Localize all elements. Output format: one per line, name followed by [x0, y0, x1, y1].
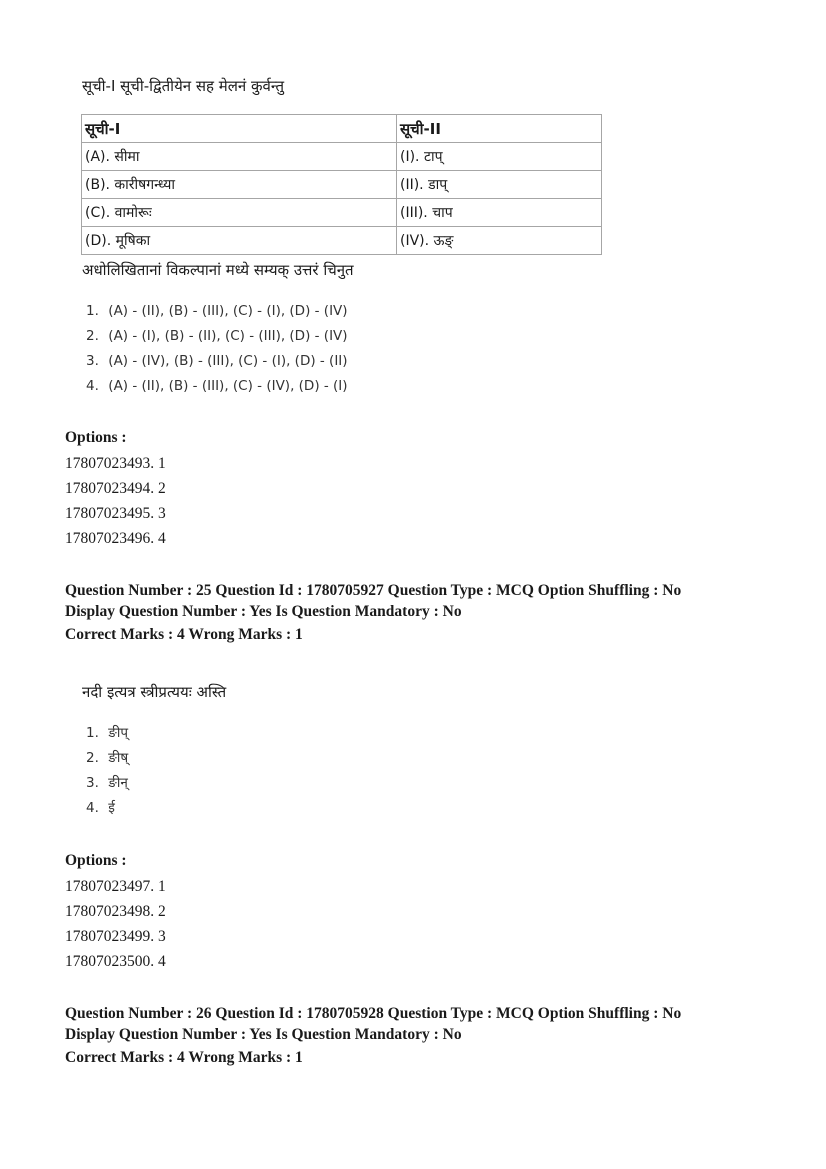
choice-number: 2.: [86, 750, 99, 766]
choice-text: (A) - (II), (B) - (III), (C) - (IV), (D) - (I): [108, 378, 348, 394]
q25-meta-line1: Question Number : 25 Question Id : 1780705927 Question Type : MCQ Option Shuffling : No: [65, 582, 682, 599]
table-row: [82, 227, 602, 255]
table-cell: (D). मूषिका: [82, 227, 397, 255]
table-cell: (B). कारीषगन्ध्या: [82, 171, 397, 199]
option-id: 17807023498. 2: [65, 903, 166, 920]
choice-number: 1.: [86, 303, 99, 319]
table-header-list1: सूची-I: [82, 115, 397, 143]
choice-item: [86, 299, 348, 324]
q25-meta-line2: Display Question Number : Yes Is Question Mandatory : No: [65, 603, 462, 620]
q25-meta-line3: Correct Marks : 4 Wrong Marks : 1: [65, 626, 303, 643]
option-id: 17807023500. 4: [65, 953, 166, 970]
choice-text: ङीप्: [108, 725, 129, 741]
option-id: 17807023495. 3: [65, 505, 166, 522]
choice-text: ङीन्: [108, 775, 128, 791]
choice-item: [86, 771, 128, 796]
choice-item: [86, 721, 128, 746]
q25-options-title: Options :: [65, 852, 127, 869]
q26-meta-line1: Question Number : 26 Question Id : 1780705928 Question Type : MCQ Option Shuffling : No: [65, 1005, 682, 1022]
table-cell: (A). सीमा: [82, 143, 397, 171]
choice-number: 1.: [86, 725, 99, 741]
table-cell: (IV). ऊङ्: [397, 227, 602, 255]
option-id: 17807023496. 4: [65, 530, 166, 547]
table-row: [82, 199, 602, 227]
table-cell: (II). डाप्: [397, 171, 602, 199]
table-header-list2: सूची-II: [397, 115, 602, 143]
option-id: 17807023497. 1: [65, 878, 166, 895]
q26-meta-line3: Correct Marks : 4 Wrong Marks : 1: [65, 1049, 303, 1066]
q25-prompt: नदी इत्यत्र स्त्रीप्रत्ययः अस्ति: [82, 683, 227, 701]
choice-text: ई: [108, 800, 115, 816]
q25-options-list: [65, 874, 166, 974]
option-id: 17807023499. 3: [65, 928, 166, 945]
choice-number: 3.: [86, 775, 99, 791]
choice-number: 2.: [86, 328, 99, 344]
matching-table: [81, 114, 602, 255]
choice-item: [86, 796, 128, 821]
q24-choice-list: [86, 299, 348, 399]
q24-options-title: Options :: [65, 429, 127, 446]
table-row: [82, 143, 602, 171]
choice-text: (A) - (I), (B) - (II), (C) - (III), (D) - (IV): [108, 328, 348, 344]
table-cell: (I). टाप्: [397, 143, 602, 171]
q26-meta-line2: Display Question Number : Yes Is Question Mandatory : No: [65, 1026, 462, 1043]
table-cell: (C). वामोरूः: [82, 199, 397, 227]
choice-number: 3.: [86, 353, 99, 369]
table-cell: (III). चाप: [397, 199, 602, 227]
q25-meta: [65, 580, 681, 645]
choice-item: [86, 324, 348, 349]
table-row: [82, 171, 602, 199]
q24-options-list: [65, 451, 166, 551]
table-header-row: [82, 115, 602, 143]
option-id: 17807023494. 2: [65, 480, 166, 497]
choice-text: ङीष्: [108, 750, 129, 766]
choice-number: 4.: [86, 800, 99, 816]
q26-meta: [65, 1003, 681, 1068]
choice-item: [86, 374, 348, 399]
choice-item: [86, 349, 348, 374]
choice-number: 4.: [86, 378, 99, 394]
choice-item: [86, 746, 128, 771]
q24-prompt: सूची-I सूची-द्वितीयेन सह मेलनं कुर्वन्तु: [82, 77, 284, 95]
choice-text: (A) - (IV), (B) - (III), (C) - (I), (D) - (II): [108, 353, 348, 369]
choice-text: (A) - (II), (B) - (III), (C) - (I), (D) - (IV): [108, 303, 348, 319]
option-id: 17807023493. 1: [65, 455, 166, 472]
q25-choice-list: [86, 721, 128, 821]
q24-instruction: अधोलिखितानां विकल्पानां मध्ये सम्यक् उत्तरं चिनुत: [82, 261, 354, 279]
